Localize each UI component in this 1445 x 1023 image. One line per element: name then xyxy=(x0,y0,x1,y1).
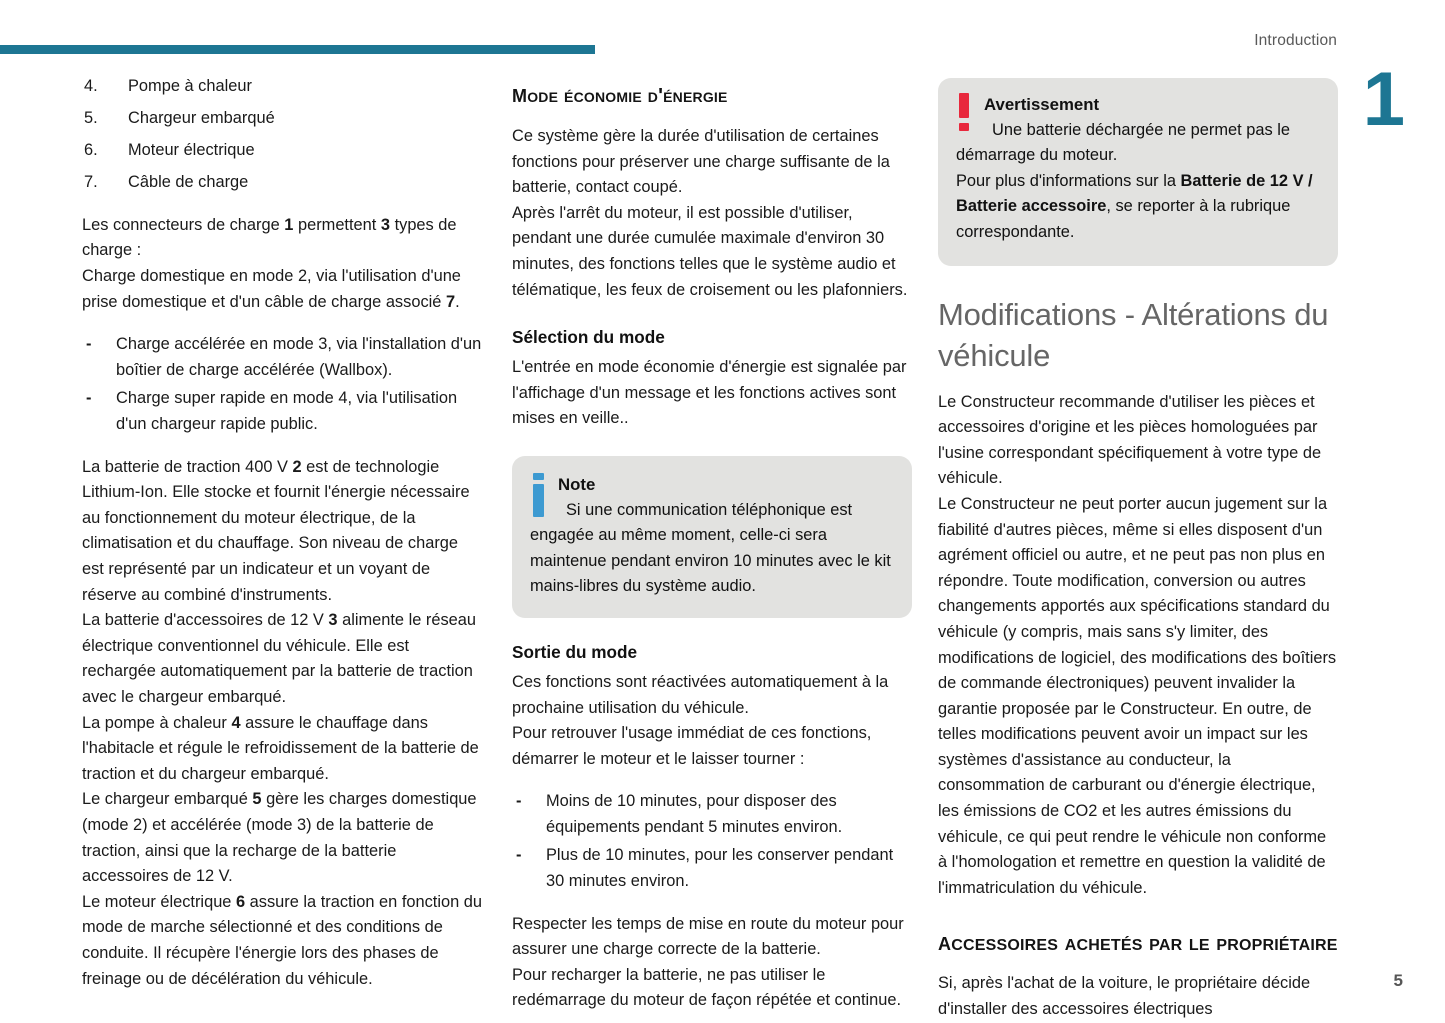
column-middle xyxy=(512,74,912,1014)
exclamation-icon-dot xyxy=(959,123,969,131)
list-item xyxy=(82,74,482,100)
subheading-mode-exit: Sortie du mode xyxy=(512,641,638,662)
warning-callout-box xyxy=(938,78,1338,266)
component-numbered-list xyxy=(82,74,482,196)
note-callout-title: Note xyxy=(558,474,596,494)
text-fragment: types de charge : xyxy=(82,215,457,260)
section-heading-energy-saving xyxy=(512,79,912,111)
heading-text: accessoires achetés par le propriétaire xyxy=(938,928,1338,957)
warning-callout-line-2 xyxy=(956,169,1318,246)
list-item xyxy=(82,138,482,164)
paragraph-charge-connectors xyxy=(82,213,482,264)
paragraph-exit-2: Pour retrouver l'usage immédiat de ces fonctions, démarrer le moteur et le laisser tourner : xyxy=(512,724,872,768)
column-right xyxy=(938,74,1338,1023)
dash-bullet-icon: - xyxy=(86,335,92,354)
paragraph-closing-2: Pour recharger la batterie, ne pas utiliser le redémarrage du moteur de façon répétée et continue. xyxy=(512,965,902,1010)
list-item-label: Charge accélérée en mode 3, via l'installation d'un boîtier de charge accélérée (Wallbox). xyxy=(116,335,482,379)
list-item-number: 6. xyxy=(84,141,98,160)
list-item-label: Câble de charge xyxy=(128,173,249,192)
text-fragment: Le moteur électrique xyxy=(82,892,236,911)
info-icon-dot xyxy=(533,473,544,480)
paragraph-energy-intro-2: Après l'arrêt du moteur, il est possible d'utiliser, pendant une durée cumulée maximale d'environ 30 minutes, des fonctions telles que le système audio et télématique, les feux de croisement ou les plafonniers. xyxy=(512,203,908,299)
component-dash-list-exit-times xyxy=(512,789,912,894)
bold-reference: 7 xyxy=(445,292,456,311)
exclamation-icon-stem xyxy=(959,93,969,118)
bold-reference: 2 xyxy=(292,457,302,476)
paragraph-accessory-battery xyxy=(82,608,482,710)
page-title-modifications: Modifications - Altérations du véhicule xyxy=(938,296,1329,373)
paragraph-mode-selection: L'entrée en mode économie d'énergie est signalée par l'affichage d'un message et les fonctions actives sont mises en veille.. xyxy=(512,358,907,428)
dash-bullet-icon: - xyxy=(86,389,92,408)
list-item-label: Moteur électrique xyxy=(128,141,255,160)
paragraph-electric-motor xyxy=(82,890,482,992)
text-fragment: alimente le réseau électrique conventionnel du véhicule. Elle est rechargée automatiquement par la batterie de traction avec le chargeur embarqué. xyxy=(82,611,477,706)
dash-bullet-icon: - xyxy=(516,846,522,865)
subheading-mode-selection: Sélection du mode xyxy=(512,327,665,348)
heading-remainder: ode économie d'énergie xyxy=(527,84,728,107)
warning-callout-title: Avertissement xyxy=(984,95,1100,114)
paragraph-energy-intro-1: Ce système gère la durée d'utilisation de certaines fonctions pour préserver une charge suffisante de la batterie, contact coupé. xyxy=(512,127,890,197)
info-icon xyxy=(533,473,543,519)
text-fragment: Charge domestique en mode 2, via l'utilisation d'une prise domestique et d'un câble de charge associé xyxy=(82,267,461,311)
list-item-label: Charge super rapide en mode 4, via l'utilisation d'un chargeur rapide public. xyxy=(116,389,458,434)
list-item-label: Plus de 10 minutes, pour les conserver pendant 30 minutes environ. xyxy=(546,846,894,891)
list-item-number: 7. xyxy=(84,173,98,192)
bold-reference: 3 xyxy=(380,215,391,234)
text-fragment: La pompe à chaleur xyxy=(82,713,232,732)
header-accent-rule xyxy=(0,45,595,54)
chapter-number-marker: 1 xyxy=(1362,57,1403,142)
list-item-number: 5. xyxy=(84,109,98,128)
paragraph-traction-battery xyxy=(82,455,482,609)
list-item xyxy=(82,386,482,437)
text-fragment: permettent xyxy=(293,215,381,234)
list-item xyxy=(512,789,912,840)
header-section-title: Introduction xyxy=(1254,32,1337,49)
text-fragment: . xyxy=(455,292,460,311)
list-item xyxy=(82,106,482,132)
list-item-label: Chargeur embarqué xyxy=(128,109,275,128)
page-header xyxy=(0,0,1445,60)
paragraph-owner-accessories: Si, après l'achat de la voiture, le propriétaire décide d'installer des accessoires électriques xyxy=(938,974,1311,1019)
text-fragment: est de technologie Lithium-Ion. Elle stocke et fournit l'énergie nécessaire au fonctionnement du moteur électrique, de la climatisation et du chauffage. Son niveau de charge est représenté par un indicateur et un voyant de réserve au combiné d'instruments. xyxy=(82,457,470,604)
column-left xyxy=(82,74,482,992)
text-fragment: assure le chauffage dans l'habitacle et régule le refroidissement de la batterie de traction et du chargeur embarqué. xyxy=(82,713,479,783)
paragraph-heat-pump xyxy=(82,711,482,788)
paragraph-modifications-2: Le Constructeur ne peut porter aucun jugement sur la fiabilité d'autres pièces, même si elles disposent d'un agrément officiel ou autre, et ne peut pas non plus en répondre. Toute modification, conversion ou autres changements apportés aux spécifications standard du véhicule (y compris, mais sans s'y limiter, des modifications de logiciel, des modifications des boîtiers de commande électroniques) peuvent invalider la garantie proposée par le Constructeur. En outre, de telles modifications peuvent avoir un impact sur les systèmes d'assistance au conducteur, la consommation de carburant ou d'énergie électrique, les émissions de CO2 et les autres émissions du véhicule, ce qui peut rendre le véhicule non conforme à l'homologation et remettre en question la validité de l'immatriculation du véhicule. xyxy=(938,494,1337,897)
section-heading-owner-accessories xyxy=(938,927,1338,958)
bold-reference: 6 xyxy=(235,892,246,911)
text-fragment: gère les charges domestique (mode 2) et accélérée (mode 3) de la batterie de traction, ainsi que la recharge de la batterie accessoires de 12 V. xyxy=(82,790,477,886)
warning-callout-line-1: Une batterie déchargée ne permet pas le démarrage du moteur. xyxy=(956,120,1290,165)
warning-icon-wrapper xyxy=(956,93,982,133)
note-callout-text: Si une communication téléphonique est engagée au même moment, celle-ci sera maintenue pendant environ 10 minutes avec le kit mains-libres du système audio. xyxy=(530,500,891,596)
bold-reference: 3 xyxy=(328,611,338,630)
component-dash-list-charge-modes xyxy=(82,332,482,437)
text-fragment: La batterie d'accessoires de 12 V xyxy=(82,611,329,630)
paragraph-modifications-1: Le Constructeur recommande d'utiliser les pièces et accessoires d'origine et les pièces homologuées par l'usine correspondant spécifiquement à votre type de véhicule. xyxy=(938,392,1322,488)
list-item xyxy=(82,332,482,383)
list-item-label: Pompe à chaleur xyxy=(128,77,252,95)
bold-reference: 1 xyxy=(284,215,294,234)
paragraph-onboard-charger xyxy=(82,787,482,889)
dash-bullet-icon: - xyxy=(516,792,522,811)
list-item xyxy=(512,843,912,894)
paragraph-closing-1: Respecter les temps de mise en route du moteur pour assurer une charge correcte de la batterie. xyxy=(512,914,904,959)
paragraph-exit-1: Ces fonctions sont réactivées automatiquement à la prochaine utilisation du véhicule. xyxy=(512,672,889,717)
exclamation-icon xyxy=(959,93,969,131)
text-fragment: assure la traction en fonction du mode de marche sélectionné et des conditions de conduite. Il récupère l'énergie lors des phases de freinage ou de décélération du véhicule. xyxy=(82,892,483,988)
list-item xyxy=(82,170,482,196)
note-callout-box xyxy=(512,456,912,618)
bold-reference: 4 xyxy=(231,713,241,732)
text-fragment: Le chargeur embarqué xyxy=(82,790,253,809)
text-fragment: Pour plus d'informations sur la xyxy=(956,171,1181,190)
info-icon-stem xyxy=(533,484,544,517)
paragraph-domestic-charge xyxy=(82,264,482,315)
list-item-label: Moins de 10 minutes, pour disposer des équipements pendant 5 minutes environ. xyxy=(546,792,843,836)
bold-reference: Batterie de 12 V / Batterie accessoire xyxy=(956,171,1313,216)
text-fragment: Les connecteurs de charge xyxy=(82,215,285,234)
bold-reference: 5 xyxy=(252,790,262,809)
text-fragment: , se reporter à la rubrique correspondante. xyxy=(956,197,1291,241)
page-number: 5 xyxy=(1393,971,1403,990)
list-item-number: 4. xyxy=(84,77,98,95)
text-fragment: La batterie de traction 400 V xyxy=(82,457,293,476)
note-icon-wrapper xyxy=(530,473,556,517)
heading-initial: m xyxy=(512,80,528,108)
